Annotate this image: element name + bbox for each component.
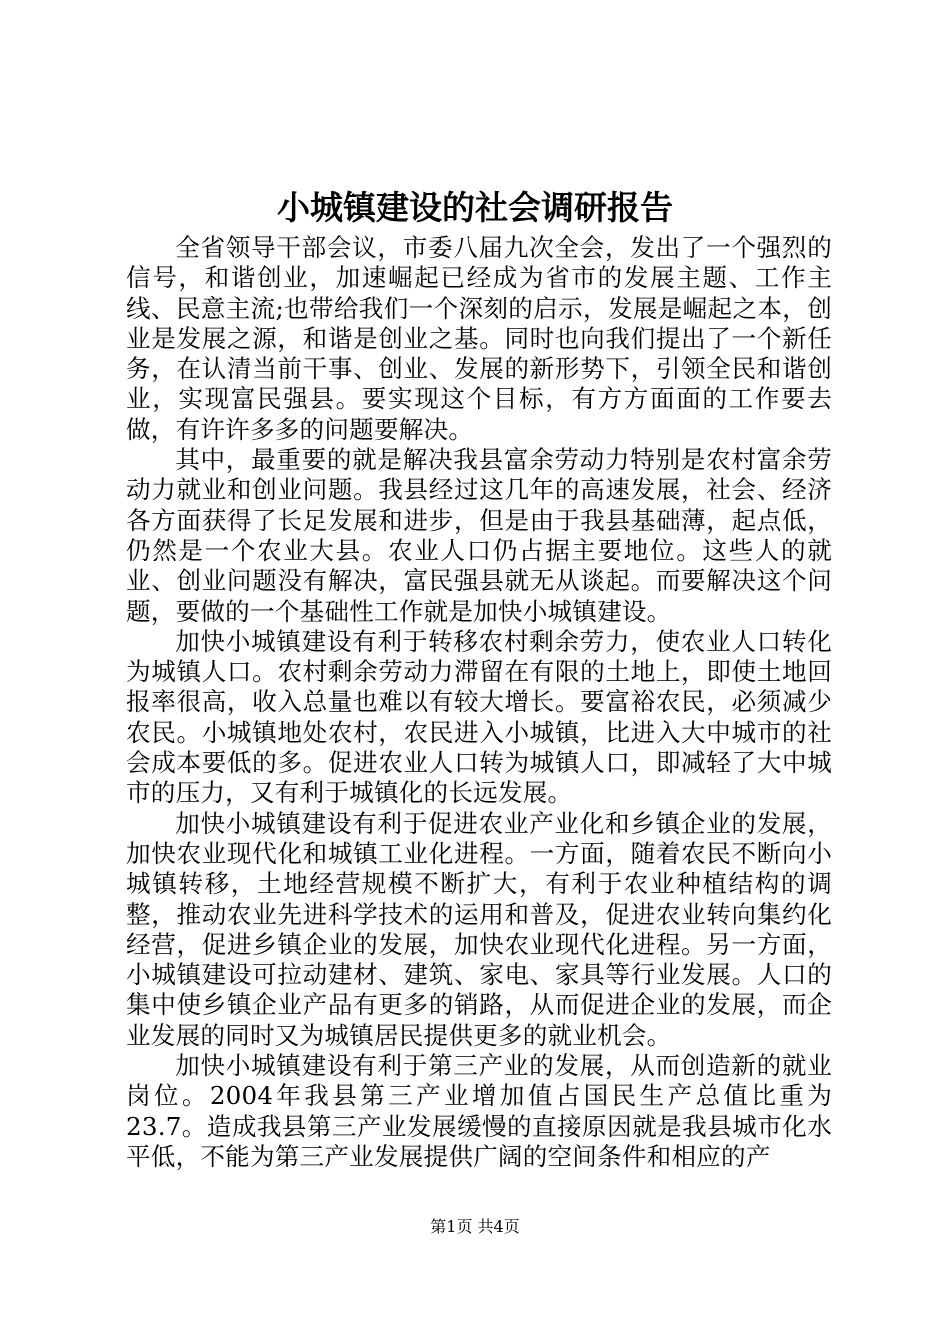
- paragraph: 全省领导干部会议，市委八届九次全会，发出了一个强烈的信号，和谐创业，加速崛起已经成为省市的发展主题、工作主线、民意主流;也带给我们一个深刻的启示，发展是崛起之本，创业是发展之源，和谐是创业之基。同时也向我们提出了一个新任务，在认清当前干事、创业、发展的新形势下，引领全民和谐创业，实现富民强县。要实现这个目标，有方方面面的工作要去做，有许许多多的问题要解决。: [126, 233, 832, 444]
- document-body: [126, 233, 832, 1172]
- paragraph: 加快小城镇建设有利于第三产业的发展，从而创造新的就业岗位。2004年我县第三产业增加值占国民生产总值比重为23.7。造成我县第三产业发展缓慢的直接原因就是我县城市化水平低，不能为第三产业发展提供广阔的空间条件和相应的产: [126, 1051, 832, 1171]
- page-number-footer: 第1页 共4页: [430, 1217, 520, 1236]
- paragraph: 其中，最重要的就是解决我县富余劳动力特别是农村富余劳动力就业和创业问题。我县经过这几年的高速发展，社会、经济各方面获得了长足发展和进步，但是由于我县基础薄，起点低，仍然是一个农业大县。农业人口仍占据主要地位。这些人的就业、创业问题没有解决，富民强县就无从谈起。而要解决这个问题，要做的一个基础性工作就是加快小城镇建设。: [126, 445, 832, 626]
- paragraph: 加快小城镇建设有利于促进农业产业化和乡镇企业的发展，加快农业现代化和城镇工业化进程。一方面，随着农民不断向小城镇转移，土地经营规模不断扩大，有利于农业种植结构的调整，推动农业先进科学技术的运用和普及，促进农业转向集约化经营，促进乡镇企业的发展，加快农业现代化进程。另一方面，小城镇建设可拉动建材、建筑、家电、家具等行业发展。人口的集中使乡镇企业产品有更多的销路，从而促进企业的发展，而企业发展的同时又为城镇居民提供更多的就业机会。: [126, 808, 832, 1050]
- document-title: 小城镇建设的社会调研报告: [277, 188, 673, 227]
- paragraph: 加快小城镇建设有利于转移农村剩余劳力，使农业人口转化为城镇人口。农村剩余劳动力滞留在有限的土地上，即使土地回报率很高，收入总量也难以有较大增长。要富裕农民，必须减少农民。小城镇地处农村，农民进入小城镇，比进入大中城市的社会成本要低的多。促进农业人口转为城镇人口，即减轻了大中城市的压力，又有利于城镇化的长远发展。: [126, 626, 832, 808]
